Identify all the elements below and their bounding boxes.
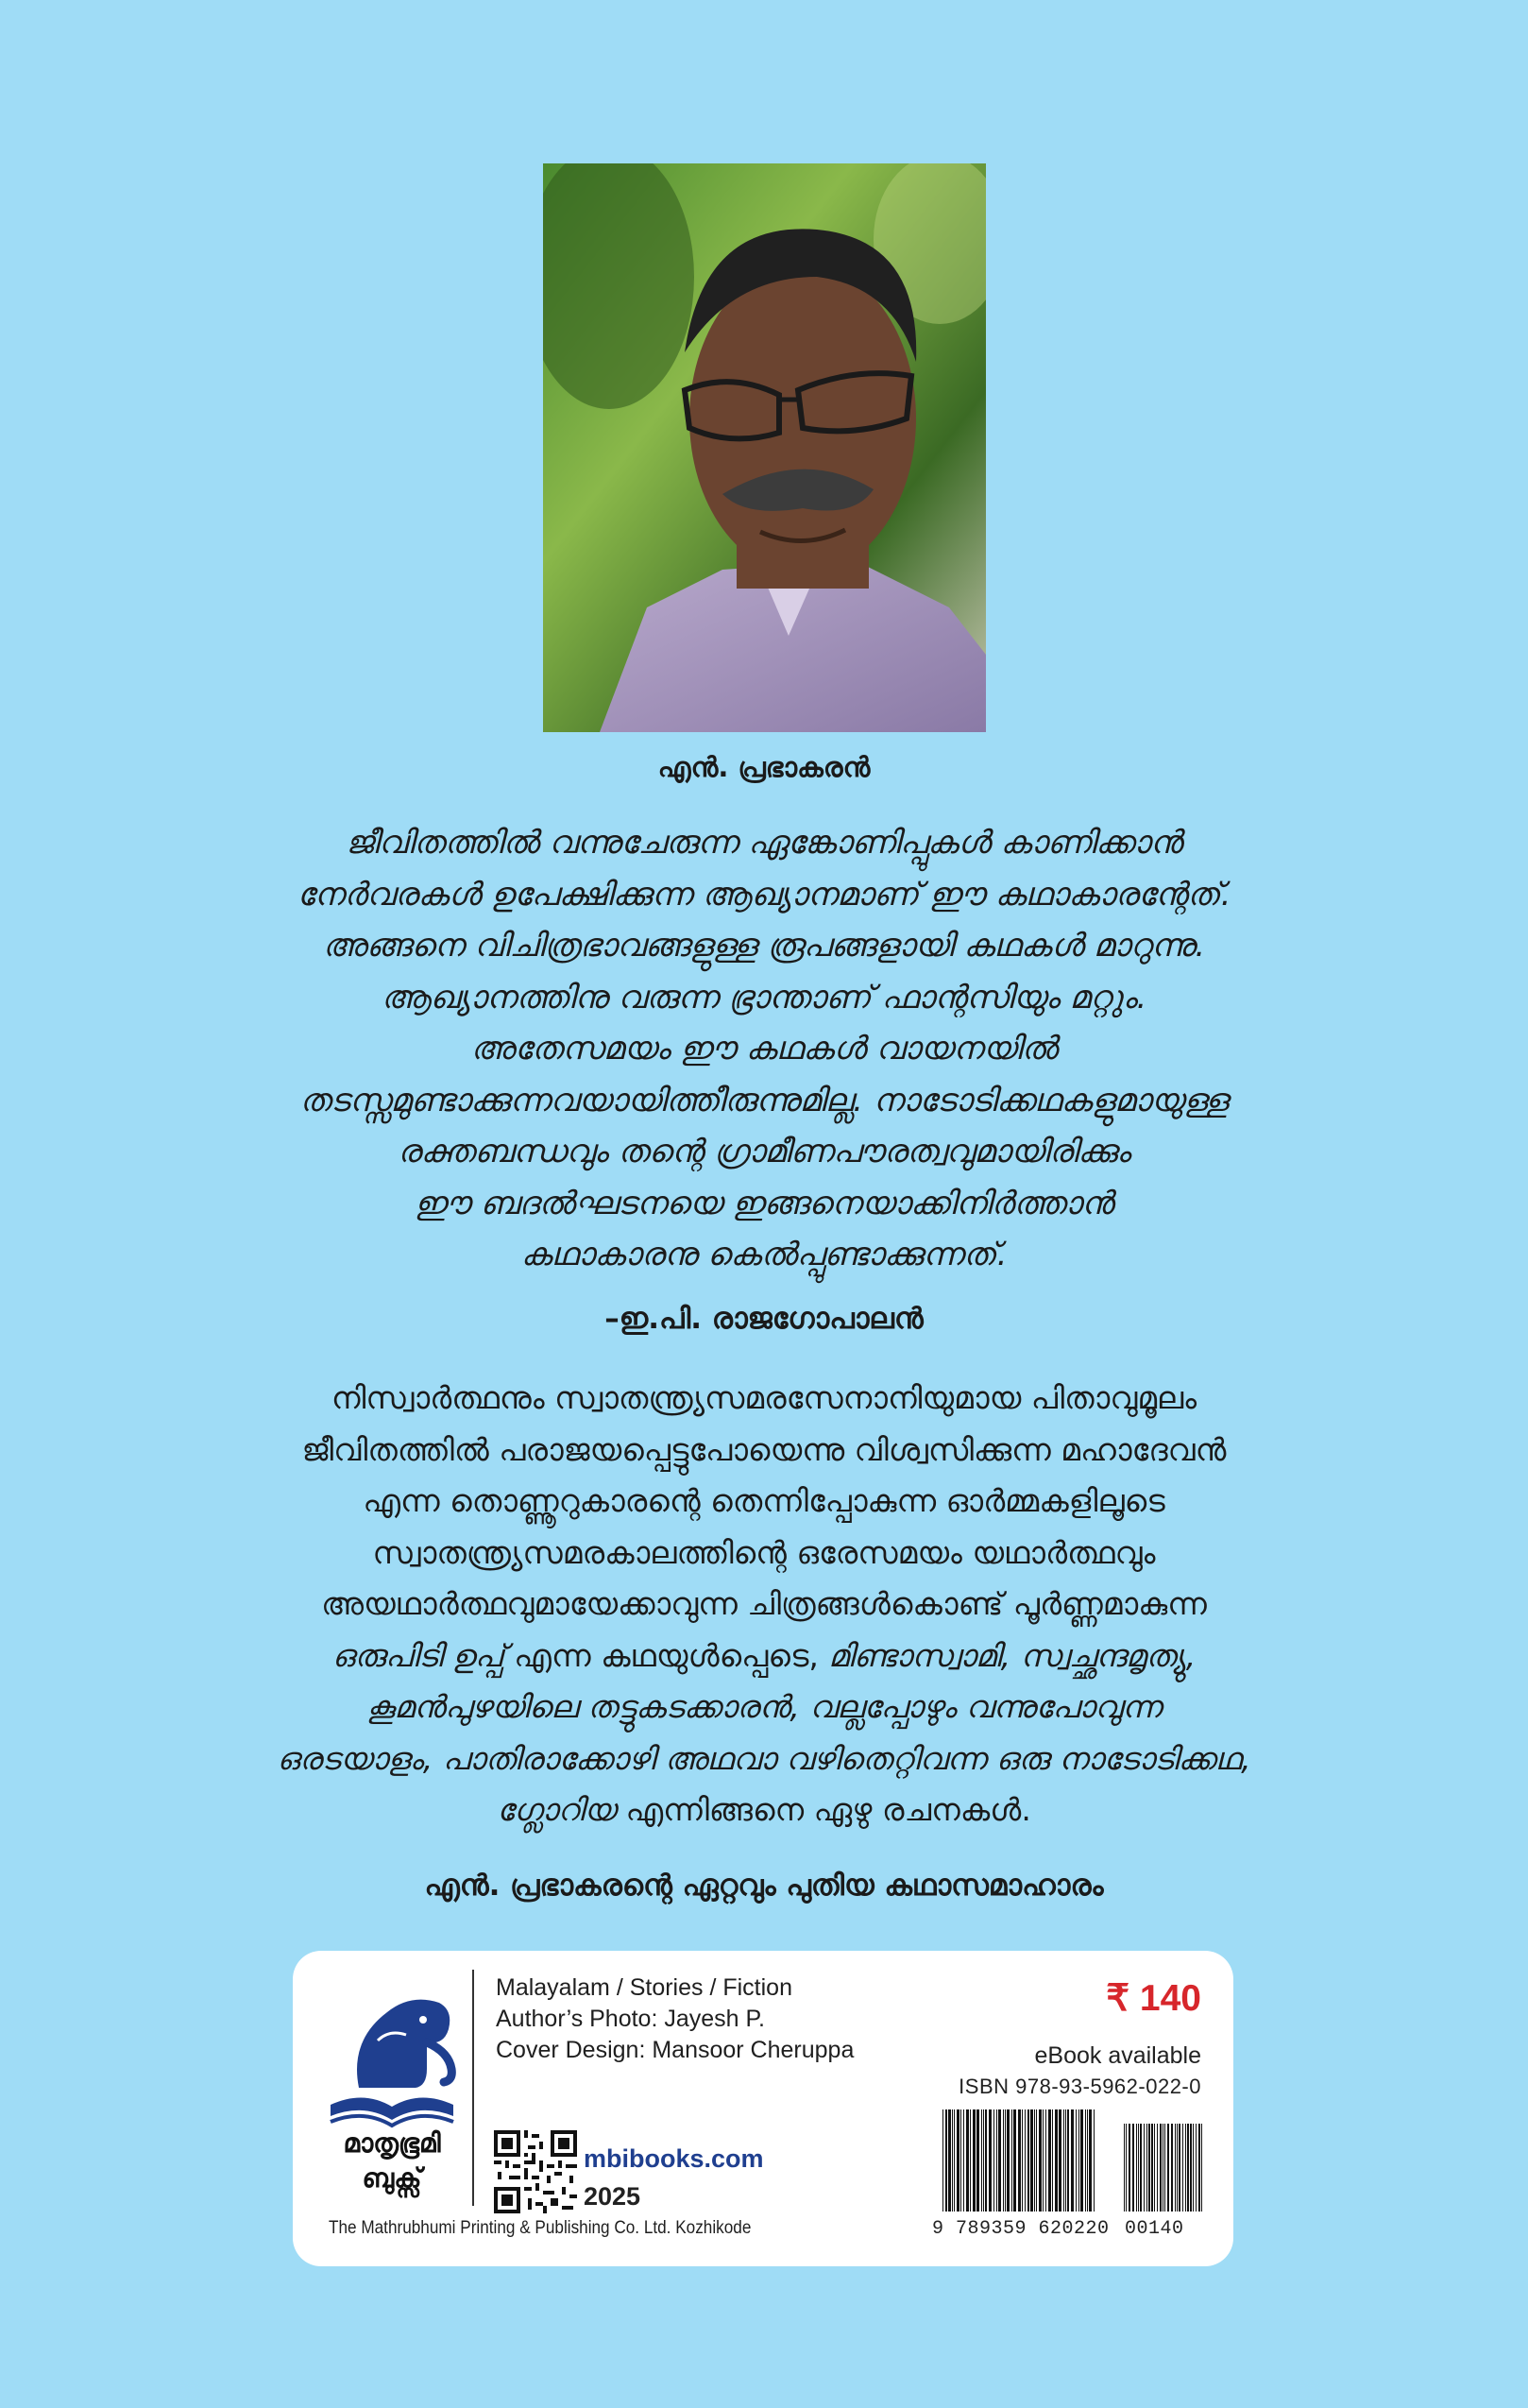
barcode-bar	[1022, 2109, 1023, 2212]
barcode-bar	[973, 2109, 976, 2212]
critic-quote	[170, 817, 1358, 1281]
isbn-barcode	[942, 2109, 1097, 2212]
barcode-bar	[963, 2109, 964, 2212]
barcode-bar	[1089, 2109, 1092, 2212]
barcode-bar	[1036, 2109, 1037, 2212]
blurb-line: നിസ്വാർത്ഥനും സ്വാതന്ത്ര്യസമരസേനാനിയുമായ പിതാവുമൂലം	[331, 1379, 1197, 1416]
barcode-bar	[952, 2109, 953, 2212]
barcode-bar	[1085, 2109, 1086, 2212]
barcode-bar	[1196, 2124, 1197, 2212]
logo-line: ബുക്സ്	[362, 2162, 422, 2194]
blurb-line: അയഥാർത്ഥവുമായേക്കാവുന്ന ചിത്രങ്ങൾകൊണ്ട് പൂർണ്ണമാകുന്ന	[321, 1585, 1207, 1622]
barcode-bar	[1160, 2124, 1162, 2212]
barcode-bar	[993, 2109, 994, 2212]
barcode-bar	[1067, 2109, 1069, 2212]
barcode-bar	[1013, 2109, 1016, 2212]
book-details	[496, 1973, 854, 2066]
barcode-bar	[966, 2109, 969, 2212]
barcode-bar	[1087, 2109, 1088, 2212]
blurb-line: ജീവിതത്തിൽ പരാജയപ്പെട്ടുപോയെന്നു വിശ്വസിക്കുന്ന മഹാദേവൻ	[301, 1430, 1227, 1468]
qr-code-icon	[494, 2130, 577, 2213]
publication-year: 2025	[584, 2182, 641, 2211]
barcode-bar	[989, 2109, 992, 2212]
barcode-bar	[983, 2109, 984, 2212]
quote-line: രക്തബന്ധവും തന്റെ ഗ്രാമീണപൗരത്വവുമായിരിക്കും	[398, 1133, 1130, 1170]
barcode-bar	[1048, 2109, 1051, 2212]
barcode-bar	[1177, 2124, 1178, 2212]
barcode-bar	[1045, 2109, 1046, 2212]
quote-line: കഥാകാരനു കെൽപ്പുണ്ടാക്കുന്നത്.	[520, 1236, 1008, 1273]
blurb-line	[151, 1682, 1377, 1733]
barcode-bar	[1146, 2124, 1147, 2212]
isbn-label: ISBN 978-93-5962-022-0	[959, 2075, 1201, 2098]
barcode-bar	[1078, 2109, 1079, 2212]
barcode-bar	[1198, 2124, 1200, 2212]
barcode-bar	[1136, 2124, 1137, 2212]
barcode-bar	[1094, 2109, 1095, 2212]
blurb-line	[151, 1631, 1377, 1682]
barcode-bar	[1179, 2124, 1180, 2212]
barcode-bar	[1164, 2124, 1165, 2212]
barcode-bar	[1059, 2109, 1061, 2212]
barcode-bar	[1175, 2124, 1176, 2212]
isbn-barcode-addon	[1123, 2124, 1204, 2212]
publisher-name: The Mathrubhumi Printing & Publishing Co. Ltd. Kozhikode	[329, 2217, 752, 2238]
barcode-bar	[1185, 2124, 1186, 2212]
story-title: ഒരുപിടി ഉപ്പ്	[331, 1636, 504, 1674]
barcode-bar	[1144, 2124, 1145, 2212]
barcode-bar	[1076, 2109, 1077, 2212]
barcode-bar	[1154, 2124, 1155, 2212]
barcode-bar	[996, 2109, 997, 2212]
photo-credit: Author’s Photo: Jayesh P.	[496, 2006, 765, 2032]
barcode-bar	[1030, 2109, 1033, 2212]
barcode-bar	[1005, 2109, 1006, 2212]
barcode-addon-number: 00140	[1125, 2218, 1184, 2240]
story-title: ഗ്ലോറിയ	[497, 1791, 616, 1828]
barcode-bar	[945, 2109, 947, 2212]
quote-line: നേർവരകൾ ഉപേക്ഷിക്കുന്ന ആഖ്യാനമാണ് ഈ കഥാകാരന്റേത്.	[297, 875, 1231, 914]
logo-line: മാതൃഭൂമി	[343, 2127, 441, 2159]
publisher-logo-text	[321, 2126, 463, 2195]
story-title: മിണ്ടാസ്വാമി, സ്വച്ഛന്ദമൃത്യു,	[828, 1636, 1197, 1674]
quote-line: അതേസമയം ഈ കഥകൾ വായനയിൽ	[470, 1030, 1058, 1067]
barcode-bar	[1055, 2109, 1058, 2212]
barcode-bar	[960, 2109, 961, 2212]
genre-label: Malayalam / Stories / Fiction	[496, 1974, 792, 2001]
barcode-bar	[1052, 2109, 1053, 2212]
barcode-bar	[1138, 2124, 1139, 2212]
story-title: ഒരടയാളം, പാതിരാക്കോഴി അഥവാ വഴിതെറ്റിവന്ന ഒരു നാടോടിക്കഥ,	[277, 1739, 1251, 1777]
blurb-line	[151, 1785, 1377, 1836]
imprint-panel	[293, 1951, 1233, 2266]
barcode-bar	[1187, 2124, 1189, 2212]
barcode-bar	[1063, 2109, 1064, 2212]
book-tagline: എൻ. പ്രഭാകരന്റെ ഏറ്റവും പുതിയ കഥാസമാഹാരം	[424, 1869, 1104, 1903]
barcode-bar	[1182, 2124, 1183, 2212]
barcode-bar	[1027, 2109, 1029, 2212]
barcode-bar	[1025, 2109, 1026, 2212]
barcode-bar	[1167, 2124, 1169, 2212]
barcode-bar	[1124, 2124, 1125, 2212]
barcode-bar	[1080, 2109, 1083, 2212]
barcode-bar	[976, 2109, 979, 2212]
barcode-bar	[948, 2109, 951, 2212]
barcode-bar	[970, 2109, 971, 2212]
design-credit: Cover Design: Mansoor Cheruppa	[496, 2037, 855, 2063]
barcode-bar	[1007, 2109, 1010, 2212]
barcode-bar	[1148, 2124, 1150, 2212]
price-label: ₹ 140	[1106, 1978, 1201, 2019]
barcode-bar	[1034, 2109, 1035, 2212]
barcode-bar	[1132, 2124, 1134, 2212]
barcode-bar	[1157, 2124, 1158, 2212]
book-blurb	[151, 1373, 1377, 1836]
barcode-bar	[1126, 2124, 1127, 2212]
divider	[472, 1970, 474, 2206]
author-name-caption: എൻ. പ്രഭാകരൻ	[657, 751, 871, 783]
barcode-number: 9 789359 620220	[932, 2218, 1110, 2240]
blurb-line: സ്വാതന്ത്ര്യസമരകാലത്തിന്റെ ഒരേസമയം യഥാർത്ഥവും	[372, 1533, 1156, 1571]
ebook-availability: eBook available	[1034, 2042, 1201, 2069]
barcode-bar	[1140, 2124, 1142, 2212]
quote-line: ഈ ബദൽഘടനയെ ഇങ്ങനെയാക്കിനിർത്താൻ	[415, 1184, 1113, 1222]
barcode-bar	[1201, 2124, 1202, 2212]
blurb-line: എന്ന തൊണ്ണൂറുകാരന്റെ തെന്നിപ്പോകുന്ന ഓർമ്മകളിലൂടെ	[363, 1482, 1165, 1519]
barcode-bar	[1003, 2109, 1004, 2212]
quote-line: ആഖ്യാനത്തിനു വരുന്ന ഭ്രാന്താണ് ഫാന്റസിയും മറ്റും.	[381, 978, 1147, 1016]
barcode-bar	[942, 2109, 943, 2212]
barcode-bar	[1071, 2109, 1074, 2212]
blurb-line	[151, 1733, 1377, 1785]
quote-line: അങ്ങനെ വിചിത്രഭാവങ്ങളുള്ള രൂപങ്ങളായി കഥകൾ മാറുന്നു.	[322, 927, 1206, 965]
quote-attribution: –ഇ.പി. രാജഗോപാലൻ	[604, 1302, 924, 1336]
barcode-bar	[981, 2109, 982, 2212]
barcode-bar	[1193, 2124, 1194, 2212]
blurb-text: എന്ന കഥയുൾപ്പെടെ,	[503, 1636, 829, 1674]
barcode-bar	[954, 2109, 955, 2212]
barcode-bar	[1065, 2109, 1066, 2212]
barcode-bar	[1043, 2109, 1044, 2212]
blurb-text: എന്നിങ്ങനെ ഏഴു രചനകൾ.	[615, 1791, 1031, 1828]
website-link[interactable]: mbibooks.com	[584, 2144, 764, 2173]
barcode-bar	[1129, 2124, 1130, 2212]
barcode-bar	[998, 2109, 1001, 2212]
quote-line: തടസ്സമുണ്ടാക്കുന്നവയായിത്തീരുന്നുമില്ല. നാടോടിക്കഥകളുമായുള്ള	[299, 1081, 1229, 1119]
barcode-bar	[1151, 2124, 1153, 2212]
barcode-bar	[1011, 2109, 1012, 2212]
elephant-book-logo-icon	[321, 1974, 463, 2140]
author-photo	[543, 163, 986, 732]
barcode-bar	[957, 2109, 959, 2212]
barcode-bar	[1190, 2124, 1192, 2212]
barcode-bar	[1171, 2124, 1173, 2212]
barcode-bar	[1018, 2109, 1021, 2212]
quote-line: ജീവിതത്തിൽ വന്നുചേരുന്ന ഏങ്കോണിപ്പുകൾ കാണിക്കാൻ	[346, 824, 1182, 862]
barcode-bar	[985, 2109, 987, 2212]
story-title: കൂമൻപുഴയിലെ തട്ടുകടക്കാരൻ, വല്ലപ്പോഴും വന്നുപോവുന്ന	[366, 1688, 1162, 1725]
barcode-bar	[1039, 2109, 1042, 2212]
